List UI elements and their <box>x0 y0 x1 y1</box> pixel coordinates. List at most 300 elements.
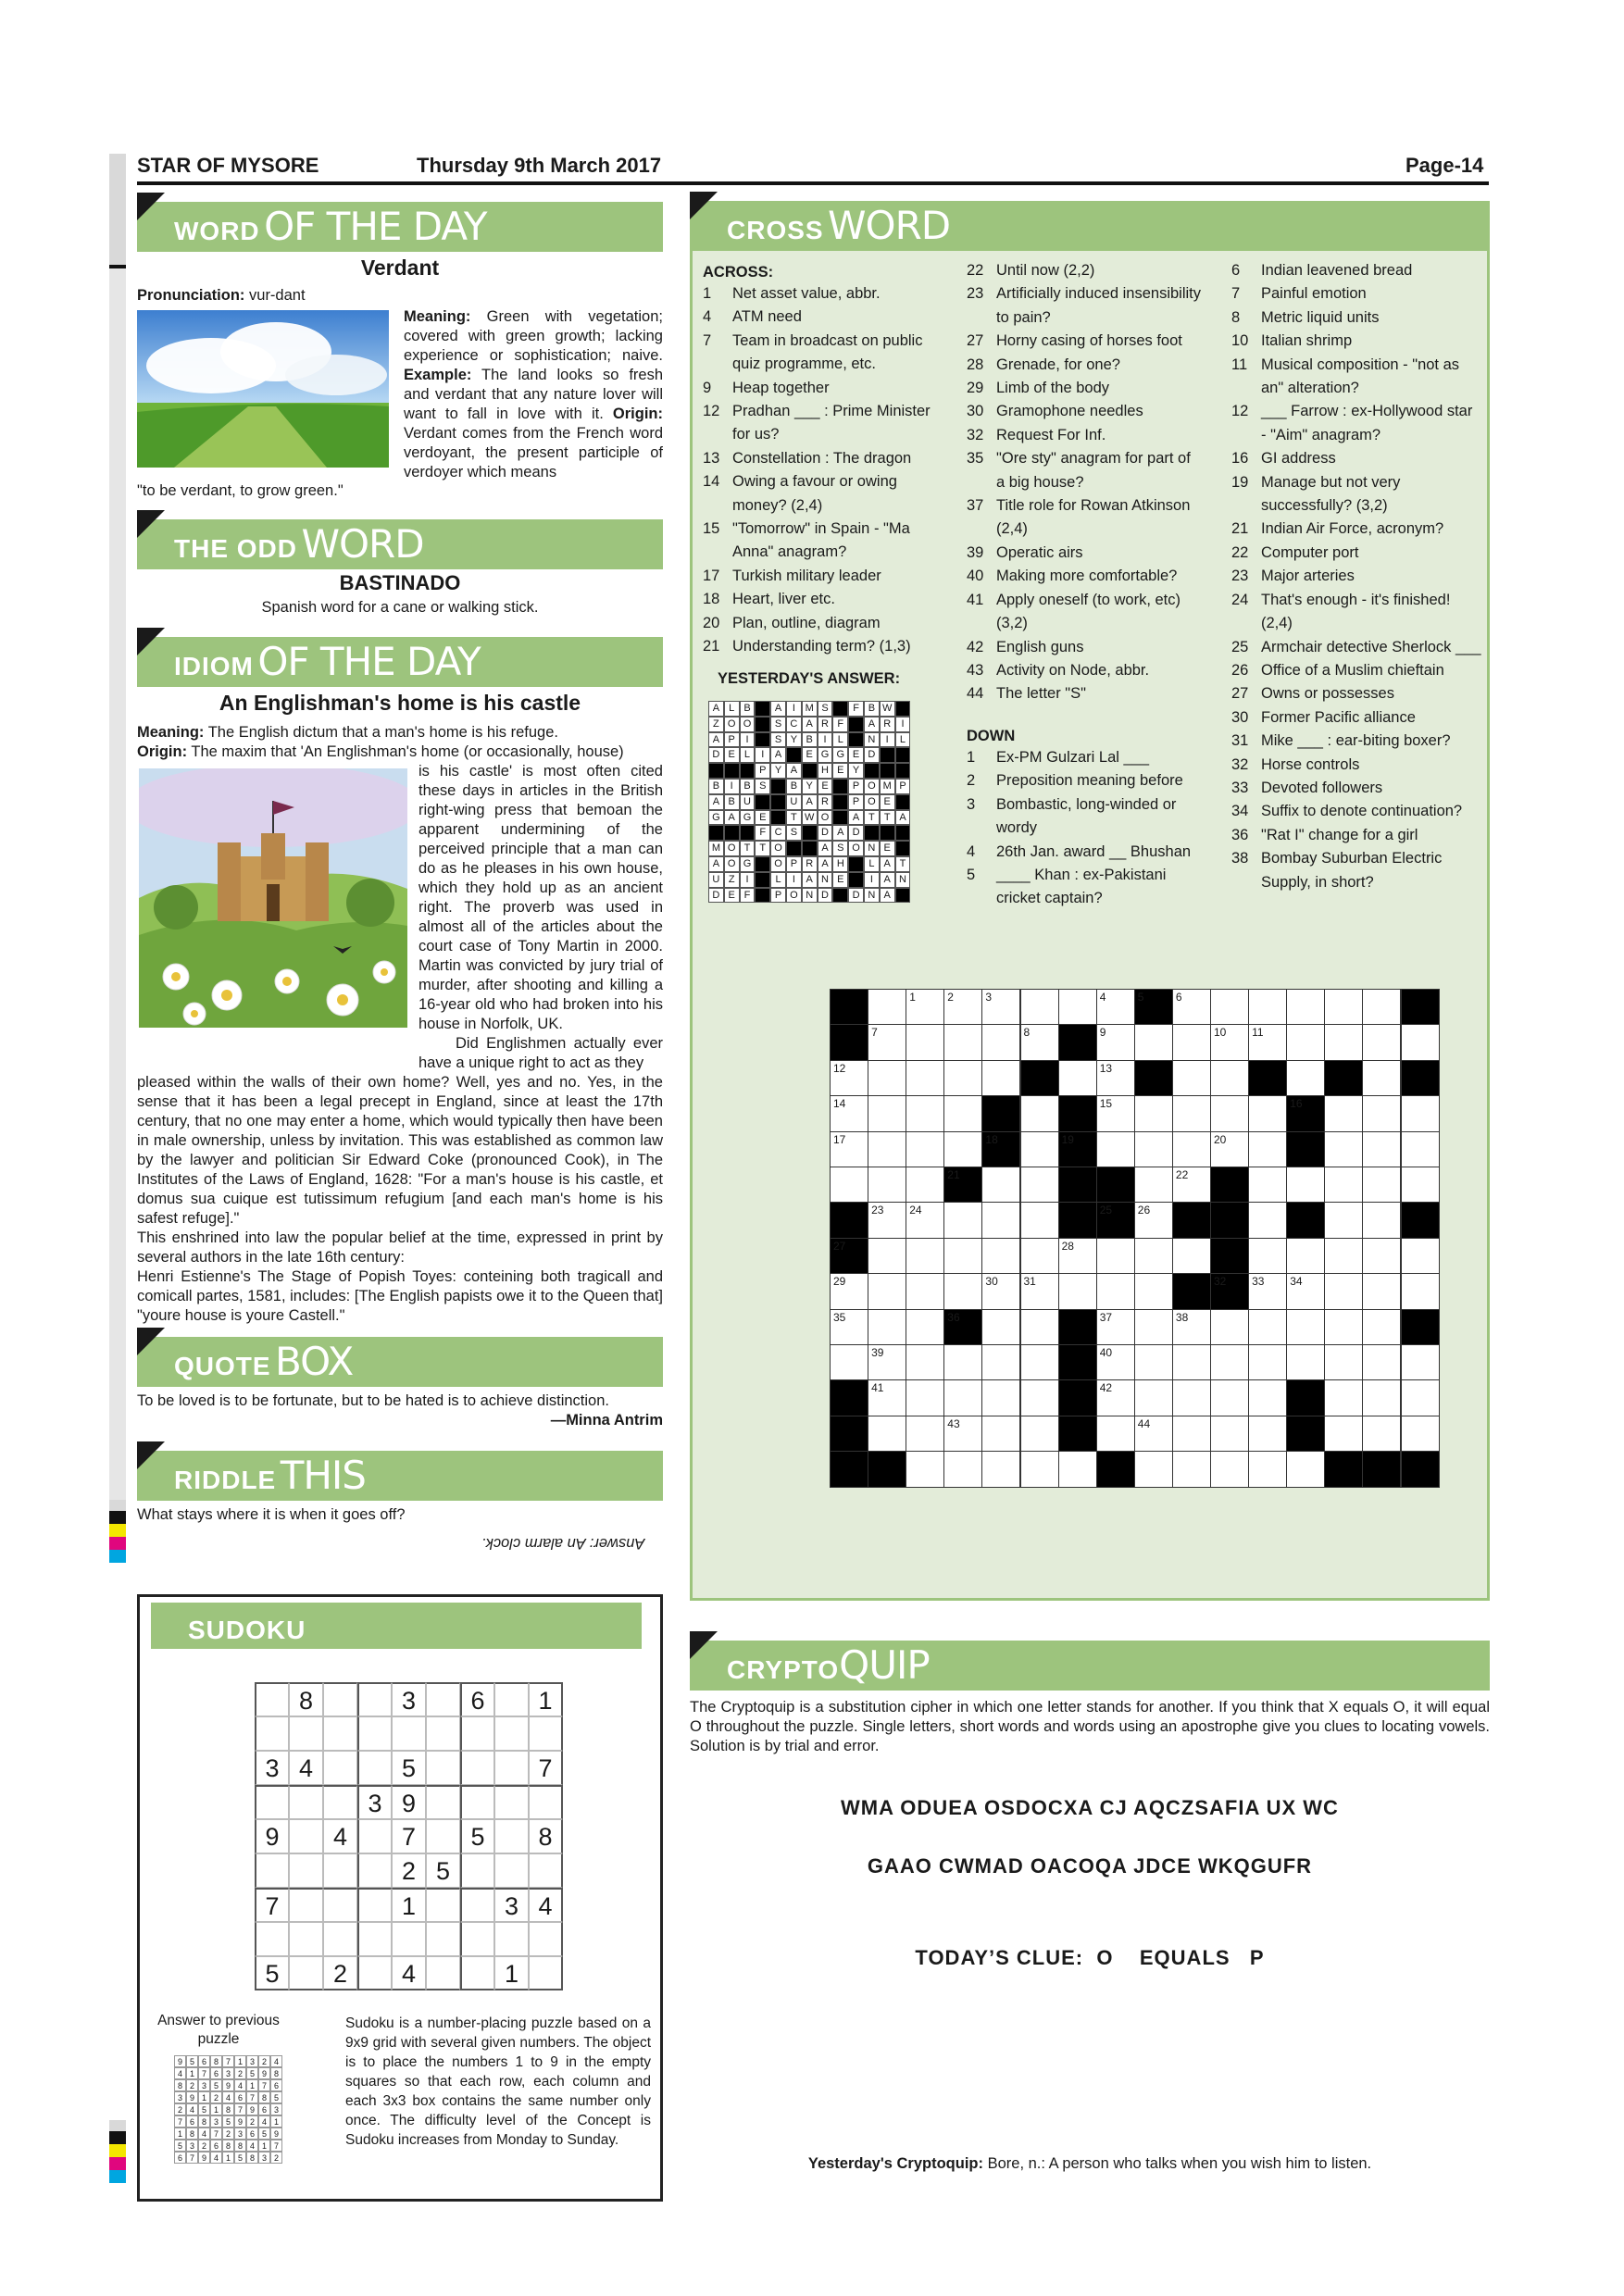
crossword-cell[interactable] <box>1362 1379 1401 1416</box>
sudoku-cell[interactable] <box>529 1956 563 1990</box>
sudoku-cell[interactable] <box>255 1853 289 1888</box>
yesterday-answer-grid <box>708 701 912 905</box>
crossword-cell[interactable] <box>868 1202 906 1238</box>
sudoku-cell[interactable] <box>289 1922 323 1956</box>
crossword-cell[interactable] <box>981 1273 1020 1309</box>
crossword-cell[interactable] <box>1286 1309 1325 1345</box>
sudoku-cell[interactable] <box>323 1785 357 1819</box>
crossword-cell[interactable] <box>1248 1202 1287 1238</box>
answer-cell: 2 <box>234 2067 246 2079</box>
crossword-cell[interactable] <box>906 1024 944 1060</box>
crossword-cell[interactable] <box>1248 989 1287 1025</box>
sudoku-cell[interactable] <box>494 1751 529 1785</box>
crossword-cell[interactable] <box>1172 1024 1211 1060</box>
crossword-cell[interactable] <box>1324 1309 1363 1345</box>
crossword-cell[interactable] <box>1134 1238 1173 1274</box>
cell-number: 43 <box>947 1416 960 1430</box>
crossword-cell[interactable] <box>1020 1095 1059 1131</box>
sudoku-cell[interactable] <box>426 1888 460 1922</box>
crossword-cell[interactable] <box>830 1167 868 1203</box>
sudoku-cell[interactable] <box>255 1682 289 1716</box>
answer-block <box>755 888 770 904</box>
crossword-cell[interactable] <box>1096 1379 1135 1416</box>
crossword-cell[interactable] <box>830 1131 868 1167</box>
crossword-cell[interactable] <box>1286 1060 1325 1096</box>
sudoku-cell[interactable] <box>426 1956 460 1990</box>
answer-cell: 1 <box>198 2091 210 2103</box>
sudoku-cell[interactable] <box>392 1716 426 1751</box>
sudoku-cell[interactable] <box>529 1922 563 1956</box>
crossword-cell[interactable] <box>1096 1309 1135 1345</box>
sudoku-cell: 3 <box>494 1888 529 1922</box>
answer-cell: 8 <box>186 2128 198 2140</box>
crossword-cell[interactable] <box>1134 1202 1173 1238</box>
crossword-cell[interactable] <box>1362 1309 1401 1345</box>
sudoku-cell[interactable] <box>323 1853 357 1888</box>
clue-number: 28 <box>967 356 984 373</box>
crossword-cell[interactable] <box>1172 1416 1211 1452</box>
crossword-cell[interactable] <box>1172 1379 1211 1416</box>
crossword-cell[interactable] <box>868 1024 906 1060</box>
answer-block <box>708 763 724 779</box>
clue-number: 4 <box>703 308 712 326</box>
clue-item <box>1231 659 1481 682</box>
crossword-cell[interactable] <box>1134 1095 1173 1131</box>
sudoku-cell[interactable] <box>255 1716 289 1751</box>
clue-text: Metric liquid units <box>1261 308 1380 326</box>
sudoku-cell[interactable] <box>289 1716 323 1751</box>
sudoku-cell[interactable] <box>289 1785 323 1819</box>
crossword-cell[interactable] <box>943 1095 982 1131</box>
crossword-cell[interactable] <box>1020 1309 1059 1345</box>
sudoku-cell[interactable] <box>460 1888 494 1922</box>
crossword-cell[interactable] <box>1134 1344 1173 1380</box>
crossword-cell[interactable] <box>1286 1451 1325 1487</box>
crossword-cell[interactable] <box>1362 1167 1401 1203</box>
sudoku-cell[interactable] <box>494 1922 529 1956</box>
crossword-cell[interactable] <box>1020 989 1059 1025</box>
crossword-cell[interactable] <box>1362 1095 1401 1131</box>
sudoku-cell[interactable] <box>357 1819 392 1853</box>
crossword-cell[interactable] <box>1286 1273 1325 1309</box>
crossword-block <box>1401 1309 1440 1345</box>
crossword-cell[interactable] <box>830 1095 868 1131</box>
sudoku-cell[interactable] <box>323 1751 357 1785</box>
answer-block <box>848 872 864 888</box>
answer-letter: R <box>880 717 895 732</box>
crossword-cell[interactable] <box>1210 1024 1249 1060</box>
crossword-cell[interactable] <box>1362 1202 1401 1238</box>
sudoku-cell[interactable] <box>323 1682 357 1716</box>
sudoku-cell[interactable] <box>494 1853 529 1888</box>
answer-cell: 1 <box>270 2115 282 2128</box>
crossword-cell[interactable] <box>906 1131 944 1167</box>
crossword-cell[interactable] <box>1324 1416 1363 1452</box>
crossword-cell[interactable] <box>868 1309 906 1345</box>
sudoku-cell[interactable] <box>255 1922 289 1956</box>
crossword-cell[interactable] <box>1248 1095 1287 1131</box>
crossword-cell[interactable] <box>906 989 944 1025</box>
clue-number: 38 <box>1231 850 1249 867</box>
sudoku-cell[interactable] <box>426 1716 460 1751</box>
crossword-cell[interactable] <box>943 1131 982 1167</box>
crossword-cell[interactable] <box>943 1379 982 1416</box>
crossword-cell[interactable] <box>868 989 906 1025</box>
sudoku-cell[interactable] <box>460 1956 494 1990</box>
crossword-cell[interactable] <box>1401 1167 1440 1203</box>
sudoku-cell[interactable] <box>323 1716 357 1751</box>
crossword-cell[interactable] <box>1401 1379 1440 1416</box>
crossword-cell[interactable] <box>1096 1095 1135 1131</box>
answer-block <box>895 747 911 763</box>
answer-letter: T <box>786 810 802 826</box>
sudoku-cell[interactable] <box>426 1751 460 1785</box>
crossword-cell[interactable] <box>906 1379 944 1416</box>
crossword-cell[interactable] <box>1401 1273 1440 1309</box>
sudoku-cell[interactable] <box>460 1853 494 1888</box>
sudoku-cell[interactable] <box>529 1716 563 1751</box>
crossword-cell[interactable] <box>1210 1131 1249 1167</box>
crossword-cell[interactable] <box>1401 1024 1440 1060</box>
crossword-cell[interactable] <box>1286 1344 1325 1380</box>
crossword-cell[interactable] <box>943 1273 982 1309</box>
crossword-cell[interactable] <box>1362 989 1401 1025</box>
crossword-cell[interactable] <box>906 1309 944 1345</box>
crossword-cell[interactable] <box>906 1060 944 1096</box>
clue-text: Horny casing of horses foot <box>996 332 1182 350</box>
crossword-cell[interactable] <box>868 1273 906 1309</box>
crossword-cell[interactable] <box>1172 1451 1211 1487</box>
crossword-cell[interactable] <box>1248 1167 1287 1203</box>
crossword-cell[interactable] <box>1134 1131 1173 1167</box>
answer-letter: B <box>708 779 724 794</box>
clue-number: 22 <box>1231 543 1249 561</box>
crossword-cell[interactable] <box>981 989 1020 1025</box>
crossword-cell[interactable] <box>1134 1167 1173 1203</box>
sudoku-cell[interactable] <box>494 1785 529 1819</box>
crossword-block <box>1096 1202 1135 1238</box>
crossword-cell[interactable] <box>1096 1060 1135 1096</box>
crossword-cell[interactable] <box>1286 1238 1325 1274</box>
answer-letter: O <box>724 856 740 872</box>
crossword-cell[interactable] <box>1324 989 1363 1025</box>
clue-item <box>703 400 943 447</box>
answer-block <box>770 779 786 794</box>
sudoku-cell[interactable] <box>255 1785 289 1819</box>
answer-letter: G <box>708 810 724 826</box>
crossword-cell[interactable] <box>981 1451 1020 1487</box>
crossword-cell[interactable] <box>868 1060 906 1096</box>
crossword-cell[interactable] <box>943 989 982 1025</box>
crossword-cell[interactable] <box>1248 1344 1287 1380</box>
crossword-cell[interactable] <box>1248 1451 1287 1487</box>
crossword-cell[interactable] <box>1096 1273 1135 1309</box>
yesterday-label: YESTERDAY'S ANSWER: <box>718 670 901 687</box>
crossword-cell[interactable] <box>868 1238 906 1274</box>
crossword-cell[interactable] <box>868 1095 906 1131</box>
crossword-cell[interactable] <box>1362 1060 1401 1096</box>
sudoku-cell[interactable] <box>460 1785 494 1819</box>
answer-block <box>755 856 770 872</box>
crossword-cell[interactable] <box>943 1416 982 1452</box>
crossword-cell[interactable] <box>1286 989 1325 1025</box>
crossword-cell[interactable] <box>981 1416 1020 1452</box>
crossword-cell[interactable] <box>1324 1095 1363 1131</box>
sudoku-cell[interactable] <box>357 1682 392 1716</box>
crossword-cell[interactable] <box>1020 1273 1059 1309</box>
sudoku-cell[interactable] <box>494 1682 529 1716</box>
crossword-cell[interactable] <box>1401 1238 1440 1274</box>
clue-text: Net asset value, abbr. <box>732 285 881 302</box>
crossword-cell[interactable] <box>1210 989 1249 1025</box>
crossword-cell[interactable] <box>1134 1416 1173 1452</box>
clue-item <box>703 518 943 565</box>
crossword-cell[interactable] <box>1401 1131 1440 1167</box>
sudoku-cell[interactable] <box>357 1956 392 1990</box>
crossword-cell[interactable] <box>943 1202 982 1238</box>
clue-text: Understanding term? (1,3) <box>732 638 911 655</box>
sudoku-cell[interactable] <box>460 1922 494 1956</box>
crossword-cell[interactable] <box>1362 1131 1401 1167</box>
crossword-cell[interactable] <box>830 1273 868 1309</box>
crossword-cell[interactable] <box>1058 1238 1097 1274</box>
crossword-cell[interactable] <box>868 1379 906 1416</box>
clue-item <box>703 635 943 658</box>
crossword-cell[interactable] <box>1401 1416 1440 1452</box>
sudoku-cell[interactable] <box>357 1922 392 1956</box>
sudoku-cell: 2 <box>323 1956 357 1990</box>
answer-letter: P <box>755 763 770 779</box>
sudoku-cell[interactable] <box>357 1716 392 1751</box>
crossword-cell[interactable] <box>1134 1451 1173 1487</box>
crossword-cell[interactable] <box>1134 1379 1173 1416</box>
crossword-cell[interactable] <box>1096 1024 1135 1060</box>
crossword-cell[interactable] <box>1058 1451 1097 1487</box>
crossword-cell[interactable] <box>1210 1379 1249 1416</box>
answer-letter: A <box>770 747 786 763</box>
crossword-cell[interactable] <box>1324 1344 1363 1380</box>
crossword-cell[interactable] <box>1020 1167 1059 1203</box>
crossword-cell[interactable] <box>868 1344 906 1380</box>
sudoku-cell[interactable] <box>323 1888 357 1922</box>
crossword-cell[interactable] <box>943 1451 982 1487</box>
crossword-cell[interactable] <box>1210 1060 1249 1096</box>
answer-letter: O <box>740 717 756 732</box>
crossword-cell[interactable] <box>1172 1344 1211 1380</box>
crossword-cell[interactable] <box>943 1024 982 1060</box>
crossword-cell[interactable] <box>1324 1273 1363 1309</box>
cryptoquip-clue: TODAY’S CLUE: O EQUALS P <box>915 1946 1265 1969</box>
crossword-cell[interactable] <box>1401 1095 1440 1131</box>
clue-item <box>967 259 1203 282</box>
crossword-cell[interactable] <box>943 1238 982 1274</box>
answer-letter: T <box>740 841 756 856</box>
crossword-cell[interactable] <box>1324 1024 1363 1060</box>
crossword-cell[interactable] <box>868 1167 906 1203</box>
sudoku-cell[interactable] <box>289 1956 323 1990</box>
sudoku-cell[interactable] <box>426 1922 460 1956</box>
cell-number: 23 <box>871 1204 884 1217</box>
crossword-cell[interactable] <box>1020 1451 1059 1487</box>
crossword-cell[interactable] <box>981 1309 1020 1345</box>
sudoku-cell[interactable] <box>494 1716 529 1751</box>
crossword-cell[interactable] <box>868 1131 906 1167</box>
sudoku-cell[interactable] <box>494 1819 529 1853</box>
sudoku-cell[interactable] <box>357 1751 392 1785</box>
crossword-cell[interactable] <box>1286 1024 1325 1060</box>
crossword-cell[interactable] <box>1020 1238 1059 1274</box>
crossword-cell[interactable] <box>981 1238 1020 1274</box>
crossword-block <box>1058 1167 1097 1203</box>
answer-letter: Y <box>786 732 802 748</box>
crossword-cell[interactable] <box>1172 989 1211 1025</box>
crossword-cell[interactable] <box>1324 1379 1363 1416</box>
crossword-cell[interactable] <box>1324 1202 1363 1238</box>
crossword-cell[interactable] <box>906 1238 944 1274</box>
answer-cell: 9 <box>234 2115 246 2128</box>
crossword-cell[interactable] <box>1058 1273 1097 1309</box>
cell-number: 25 <box>1099 1204 1113 1217</box>
crossword-cell[interactable] <box>1362 1238 1401 1274</box>
crossword-cell[interactable] <box>906 1095 944 1131</box>
sudoku-cell[interactable] <box>426 1819 460 1853</box>
crossword-cell[interactable] <box>1172 1238 1211 1274</box>
sudoku-cell[interactable] <box>289 1819 323 1853</box>
crossword-cell[interactable] <box>1248 1238 1287 1274</box>
crossword-cell[interactable] <box>1362 1273 1401 1309</box>
sudoku-cell[interactable] <box>426 1785 460 1819</box>
crossword-cell[interactable] <box>906 1416 944 1452</box>
crossword-cell[interactable] <box>1362 1416 1401 1452</box>
crossword-cell[interactable] <box>1324 1131 1363 1167</box>
crossword-cell[interactable] <box>906 1167 944 1203</box>
crossword-cell[interactable] <box>1248 1273 1287 1309</box>
crossword-cell[interactable] <box>1020 1379 1059 1416</box>
sudoku-cell[interactable] <box>529 1785 563 1819</box>
crossword-cell[interactable] <box>1172 1167 1211 1203</box>
crossword-cell[interactable] <box>830 1309 868 1345</box>
crossword-cell[interactable] <box>1134 1024 1173 1060</box>
crossword-cell[interactable] <box>830 1344 868 1380</box>
answer-cell: 6 <box>198 2055 210 2067</box>
answer-block <box>802 825 818 841</box>
crossword-cell[interactable] <box>1324 1238 1363 1274</box>
crossword-cell[interactable] <box>906 1202 944 1238</box>
crossword-cell[interactable] <box>1172 1309 1211 1345</box>
answer-cell: 7 <box>174 2115 186 2128</box>
answer-cell: 1 <box>258 2140 270 2152</box>
crossword-cell[interactable] <box>1020 1202 1059 1238</box>
crossword-cell[interactable] <box>981 1344 1020 1380</box>
sudoku-cell[interactable] <box>460 1751 494 1785</box>
answer-cell: 9 <box>258 2067 270 2079</box>
crossword-cell[interactable] <box>868 1416 906 1452</box>
crossword-cell[interactable] <box>1020 1344 1059 1380</box>
answer-letter: E <box>818 779 833 794</box>
crossword-cell[interactable] <box>1134 1273 1173 1309</box>
crossword-cell[interactable] <box>1210 1309 1249 1345</box>
crossword-cell[interactable] <box>1362 1344 1401 1380</box>
answer-letter: E <box>755 810 770 826</box>
cell-number: 27 <box>833 1239 846 1253</box>
crossword-cell[interactable] <box>1096 1416 1135 1452</box>
crossword-block <box>943 1167 982 1203</box>
sudoku-cell[interactable] <box>357 1853 392 1888</box>
sudoku-cell[interactable] <box>357 1888 392 1922</box>
crossword-cell[interactable] <box>981 1060 1020 1096</box>
crossword-cell[interactable] <box>1210 1095 1249 1131</box>
crossword-cell[interactable] <box>1248 1379 1287 1416</box>
clue-text: Mike ___ : ear-biting boxer? <box>1261 732 1451 750</box>
crossword-cell[interactable] <box>981 1167 1020 1203</box>
crossword-cell[interactable] <box>1210 1451 1249 1487</box>
sudoku-cell[interactable] <box>529 1853 563 1888</box>
crossword-cell[interactable] <box>1096 1344 1135 1380</box>
crossword-cell[interactable] <box>1058 989 1097 1025</box>
crossword-cell[interactable] <box>906 1344 944 1380</box>
crossword-cell[interactable] <box>1172 1131 1211 1167</box>
crossword-cell[interactable] <box>1210 1344 1249 1380</box>
crossword-cell[interactable] <box>981 1024 1020 1060</box>
sudoku-cell[interactable] <box>289 1853 323 1888</box>
sudoku-cell[interactable] <box>426 1682 460 1716</box>
crossword-cell[interactable] <box>1172 1060 1211 1096</box>
quote-text: To be loved is to be fortunate, but to be hated is to achieve distinction. <box>137 1392 609 1409</box>
crossword-block <box>1286 1131 1325 1167</box>
crossword-cell[interactable] <box>1248 1416 1287 1452</box>
sudoku-cell: 5 <box>460 1819 494 1853</box>
crossword-cell[interactable] <box>1020 1416 1059 1452</box>
crossword-cell[interactable] <box>1172 1095 1211 1131</box>
crossword-cell[interactable] <box>1248 1024 1287 1060</box>
clue-item <box>703 330 943 377</box>
answer-cell: 2 <box>186 2079 198 2091</box>
crossword-cell[interactable] <box>1210 1416 1249 1452</box>
crossword-cell[interactable] <box>943 1060 982 1096</box>
answer-letter: N <box>895 872 911 888</box>
crossword-cell[interactable] <box>1096 1238 1135 1274</box>
crossword-cell[interactable] <box>1020 1024 1059 1060</box>
crossword-cell[interactable] <box>830 1060 868 1096</box>
crossword-cell[interactable] <box>943 1344 982 1380</box>
sudoku-cell[interactable] <box>323 1922 357 1956</box>
crossword-cell[interactable] <box>1134 1309 1173 1345</box>
crossword-cell[interactable] <box>1096 989 1135 1025</box>
crossword-block <box>981 1131 1020 1167</box>
sudoku-cell[interactable] <box>392 1922 426 1956</box>
answer-letter: N <box>864 888 880 904</box>
crossword-cell[interactable] <box>1248 1131 1287 1167</box>
crossword-cell[interactable] <box>981 1379 1020 1416</box>
crossword-cell[interactable] <box>1020 1131 1059 1167</box>
crossword-cell[interactable] <box>1324 1167 1363 1203</box>
crossword-cell[interactable] <box>906 1273 944 1309</box>
crossword-cell[interactable] <box>1401 1344 1440 1380</box>
crossword-cell[interactable] <box>1362 1024 1401 1060</box>
answer-block <box>848 717 864 732</box>
clue-item <box>1231 847 1481 894</box>
clue-item <box>967 400 1203 423</box>
answer-cell: 6 <box>186 2115 198 2128</box>
crossword-cell[interactable] <box>906 1451 944 1487</box>
crossword-cell[interactable] <box>1058 1060 1097 1096</box>
crossword-cell[interactable] <box>1248 1309 1287 1345</box>
sudoku-cell[interactable] <box>289 1888 323 1922</box>
sudoku-cell[interactable] <box>460 1716 494 1751</box>
crossword-cell[interactable] <box>1096 1131 1135 1167</box>
crossword-cell[interactable] <box>1286 1167 1325 1203</box>
crossword-cell[interactable] <box>981 1202 1020 1238</box>
